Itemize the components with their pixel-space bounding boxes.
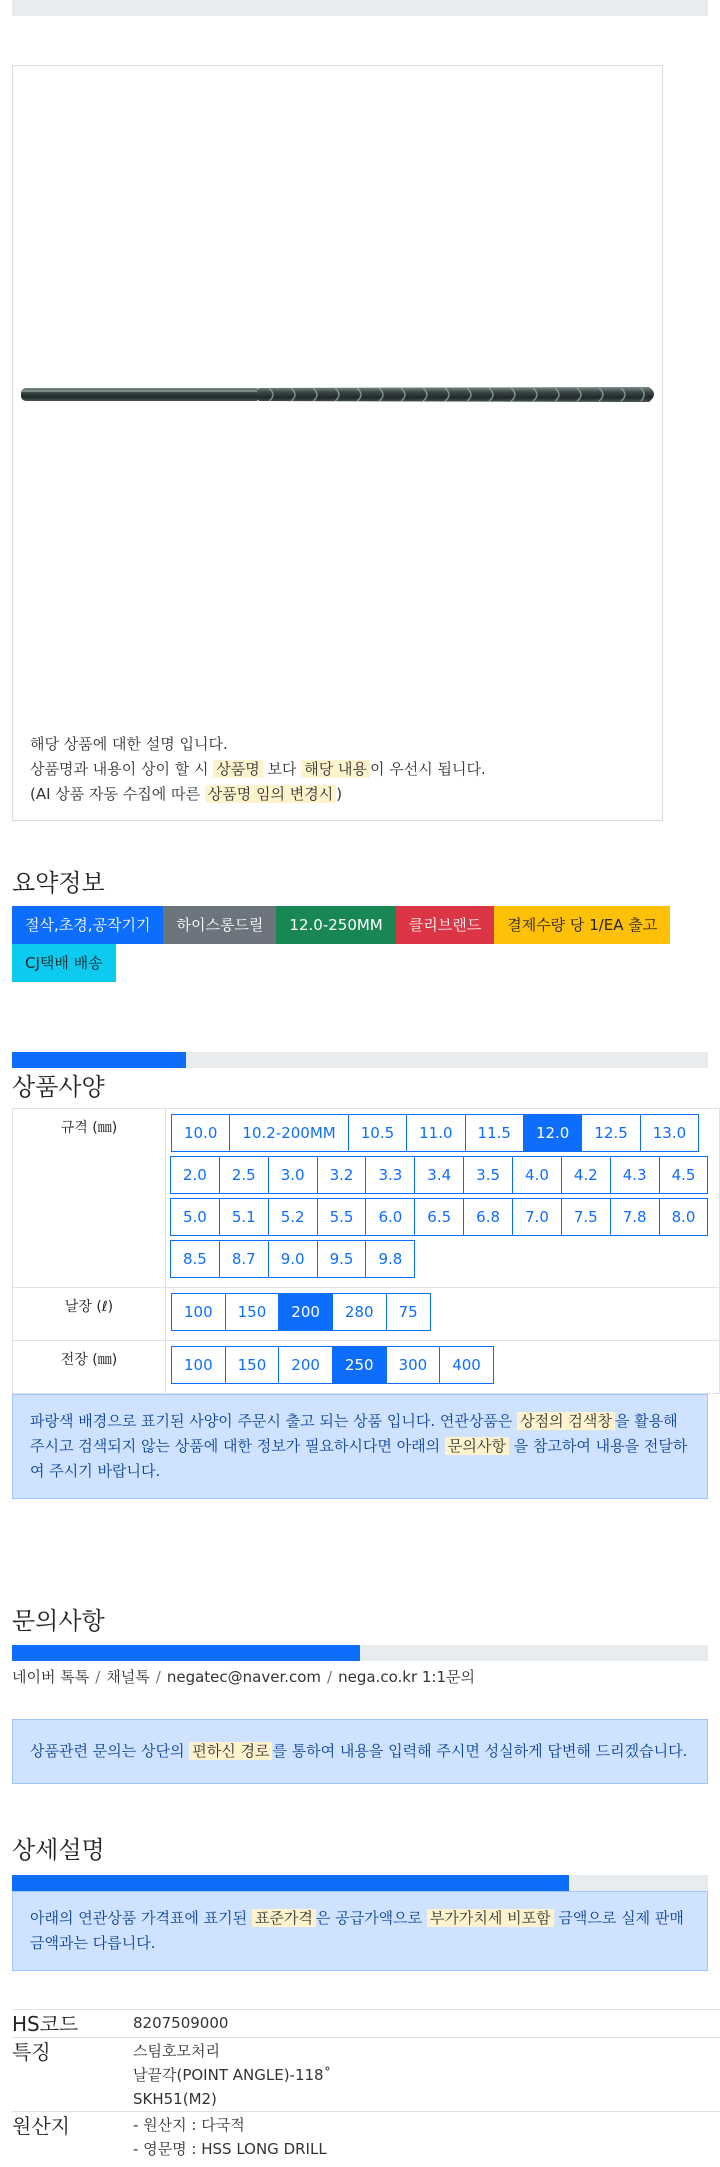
spec-table bbox=[12, 1108, 720, 1394]
meta-line: SKH51(M2) bbox=[133, 2090, 217, 2109]
note-line-3: (AI 상품 자동 수집에 따른 상품명 임의 변경시 ) bbox=[30, 785, 343, 803]
meta-line: 날끝각(POINT ANGLE)-118˚ bbox=[133, 2066, 332, 2085]
highlight-standard-price: 표준가격 bbox=[252, 1909, 316, 1927]
highlight-vat-excluded: 부가가치세 비포함 bbox=[427, 1909, 554, 1927]
size-option-10-2-200MM[interactable]: 10.2-200MM bbox=[229, 1114, 348, 1152]
size-option-3-5[interactable]: 3.5 bbox=[463, 1156, 513, 1194]
size-option-8-5[interactable]: 8.5 bbox=[170, 1240, 220, 1278]
meta-line: 8207509000 bbox=[133, 2014, 229, 2033]
summary-title: 요약정보 bbox=[12, 869, 105, 897]
inquiry-title: 문의사항 bbox=[12, 1606, 105, 1635]
note-line-2: 상품명과 내용이 상이 할 시 상품명 보다 해당 내용 이 우선시 됩니다. bbox=[30, 760, 486, 778]
flute-length-option-100[interactable]: 100 bbox=[171, 1293, 226, 1331]
badge-brand: 클리브랜드 bbox=[396, 906, 494, 944]
total-length-option-250[interactable]: 250 bbox=[332, 1346, 387, 1384]
inquiry-links bbox=[12, 1665, 708, 1689]
spec-progress-bar bbox=[12, 1052, 708, 1068]
size-options bbox=[171, 1114, 714, 1282]
size-option-2-5[interactable]: 2.5 bbox=[219, 1156, 269, 1194]
meta-value-hs-code bbox=[133, 2011, 228, 2037]
size-option-11-0[interactable]: 11.0 bbox=[406, 1114, 465, 1152]
highlight-product-name: 상품명 bbox=[213, 760, 262, 778]
highlight-search: 상점의 검색창 bbox=[517, 1412, 615, 1430]
spec-progress-fill bbox=[12, 1052, 186, 1068]
inquiry-progress-fill bbox=[12, 1645, 360, 1661]
size-option-13-0[interactable]: 13.0 bbox=[640, 1114, 699, 1152]
badge-product-type: 하이스롱드릴 bbox=[163, 906, 276, 944]
spec-row-size bbox=[13, 1108, 720, 1287]
size-option-7-0[interactable]: 7.0 bbox=[512, 1198, 562, 1236]
badge-shipping-unit: 결제수량 당 1/EA 출고 bbox=[494, 906, 670, 944]
size-option-10-5[interactable]: 10.5 bbox=[348, 1114, 407, 1152]
highlight-content: 해당 내용 bbox=[301, 760, 370, 778]
size-option-6-8[interactable]: 6.8 bbox=[463, 1198, 513, 1236]
size-option-5-2[interactable]: 5.2 bbox=[268, 1198, 318, 1236]
meta-value-features bbox=[133, 2039, 331, 2111]
link-one-to-one[interactable]: nega.co.kr 1:1문의 bbox=[338, 1668, 475, 1687]
spec-row-flute-length bbox=[13, 1287, 720, 1340]
size-option-5-0[interactable]: 5.0 bbox=[170, 1198, 220, 1236]
size-option-9-8[interactable]: 9.8 bbox=[365, 1240, 415, 1278]
top-bar bbox=[12, 0, 708, 16]
flute-length-option-200[interactable]: 200 bbox=[278, 1293, 333, 1331]
size-option-9-0[interactable]: 9.0 bbox=[268, 1240, 318, 1278]
note-line-1: 해당 상품에 대한 설명 입니다. bbox=[30, 735, 228, 753]
flute-length-options bbox=[171, 1293, 714, 1335]
meta-key-origin: 원산지 bbox=[12, 2114, 70, 2139]
flute-length-option-150[interactable]: 150 bbox=[225, 1293, 280, 1331]
size-option-5-5[interactable]: 5.5 bbox=[317, 1198, 367, 1236]
spec-label-total-length: 전장 (㎜) bbox=[13, 1340, 166, 1393]
meta-key-features: 특징 bbox=[12, 2040, 51, 2065]
total-length-option-400[interactable]: 400 bbox=[439, 1346, 494, 1384]
meta-value-origin bbox=[133, 2113, 327, 2161]
size-option-4-2[interactable]: 4.2 bbox=[561, 1156, 611, 1194]
meta-line: - 원산지 : 다국적 bbox=[133, 2116, 245, 2135]
link-naver-talk[interactable]: 네이버 톡톡 bbox=[12, 1668, 90, 1687]
link-channel-talk[interactable]: 채널톡 bbox=[106, 1668, 150, 1687]
spec-row-total-length bbox=[13, 1340, 720, 1393]
product-image-card bbox=[12, 65, 663, 821]
size-option-4-3[interactable]: 4.3 bbox=[610, 1156, 660, 1194]
separator: / bbox=[327, 1668, 333, 1687]
drill-product-image bbox=[19, 382, 659, 408]
total-length-option-150[interactable]: 150 bbox=[225, 1346, 280, 1384]
spec-notice: 파랑색 배경으로 표기된 사양이 주문시 출고 되는 상품 입니다. 연관상품은 상점의 검색창 을 활용해 주시고 검색되지 않는 상품에 대한 정보가 필요하시다면 아래의 문의사항 을 참고하여 내용을 전달하여 주시기 바랍니다. bbox=[12, 1394, 708, 1499]
total-length-option-300[interactable]: 300 bbox=[386, 1346, 441, 1384]
size-option-11-5[interactable]: 11.5 bbox=[465, 1114, 524, 1152]
inquiry-progress-bar bbox=[12, 1645, 708, 1661]
detail-progress-fill bbox=[12, 1875, 569, 1891]
badge-category: 절삭,초경,공작기기 bbox=[12, 906, 163, 944]
inquiry-notice: 상품관련 문의는 상단의 편하신 경로 를 통하여 내용을 입력해 주시면 성실하게 답변해 드리겠습니다. bbox=[12, 1719, 708, 1784]
detail-notice: 아래의 연관상품 가격표에 표기된 표준가격 은 공급가액으로 부가가치세 비포함 금액으로 실제 판매금액과는 다릅니다. bbox=[12, 1891, 708, 1971]
separator: / bbox=[95, 1668, 101, 1687]
detail-progress-bar bbox=[12, 1875, 708, 1891]
total-length-option-100[interactable]: 100 bbox=[171, 1346, 226, 1384]
flute-length-option-75[interactable]: 75 bbox=[386, 1293, 431, 1331]
link-email[interactable]: negatec@naver.com bbox=[166, 1668, 322, 1687]
size-option-5-1[interactable]: 5.1 bbox=[219, 1198, 269, 1236]
size-option-7-5[interactable]: 7.5 bbox=[561, 1198, 611, 1236]
size-option-3-4[interactable]: 3.4 bbox=[414, 1156, 464, 1194]
highlight-inquiry: 문의사항 bbox=[445, 1437, 509, 1455]
size-option-4-5[interactable]: 4.5 bbox=[659, 1156, 709, 1194]
spec-label-flute-length: 날장 (ℓ) bbox=[13, 1287, 166, 1340]
meta-row-hs-code bbox=[12, 2009, 720, 2037]
size-option-7-8[interactable]: 7.8 bbox=[610, 1198, 660, 1236]
product-notes bbox=[30, 732, 486, 807]
summary-badges bbox=[12, 906, 712, 982]
highlight-route: 편하신 경로 bbox=[189, 1742, 272, 1760]
size-option-6-0[interactable]: 6.0 bbox=[365, 1198, 415, 1236]
detail-meta bbox=[12, 2009, 720, 2161]
size-option-4-0[interactable]: 4.0 bbox=[512, 1156, 562, 1194]
size-option-10-0[interactable]: 10.0 bbox=[171, 1114, 230, 1152]
size-option-6-5[interactable]: 6.5 bbox=[414, 1198, 464, 1236]
total-length-option-200[interactable]: 200 bbox=[278, 1346, 333, 1384]
size-option-9-5[interactable]: 9.5 bbox=[317, 1240, 367, 1278]
badge-size: 12.0-250MM bbox=[276, 906, 395, 944]
size-option-8-7[interactable]: 8.7 bbox=[219, 1240, 269, 1278]
spec-label-size: 규격 (㎜) bbox=[13, 1108, 166, 1287]
highlight-name-change: 상품명 임의 변경시 bbox=[205, 785, 336, 803]
size-option-12-5[interactable]: 12.5 bbox=[581, 1114, 640, 1152]
flute-length-option-280[interactable]: 280 bbox=[332, 1293, 387, 1331]
meta-row-origin bbox=[12, 2111, 720, 2161]
spec-title: 상품사양 bbox=[12, 1072, 105, 1101]
separator: / bbox=[155, 1668, 161, 1687]
badge-delivery: CJ택배 배송 bbox=[12, 944, 116, 982]
size-option-3-0[interactable]: 3.0 bbox=[268, 1156, 318, 1194]
size-option-8-0[interactable]: 8.0 bbox=[659, 1198, 709, 1236]
total-length-options bbox=[171, 1346, 714, 1388]
meta-line: 스팀호모처리 bbox=[133, 2042, 220, 2061]
size-option-3-3[interactable]: 3.3 bbox=[365, 1156, 415, 1194]
size-option-12-0[interactable]: 12.0 bbox=[523, 1114, 582, 1152]
meta-line: - 영문명 : HSS LONG DRILL bbox=[133, 2140, 327, 2159]
meta-row-features bbox=[12, 2037, 720, 2111]
detail-title: 상세설명 bbox=[12, 1836, 105, 1865]
size-option-3-2[interactable]: 3.2 bbox=[317, 1156, 367, 1194]
size-option-2-0[interactable]: 2.0 bbox=[170, 1156, 220, 1194]
meta-key-hs-code: HS코드 bbox=[12, 2012, 79, 2037]
